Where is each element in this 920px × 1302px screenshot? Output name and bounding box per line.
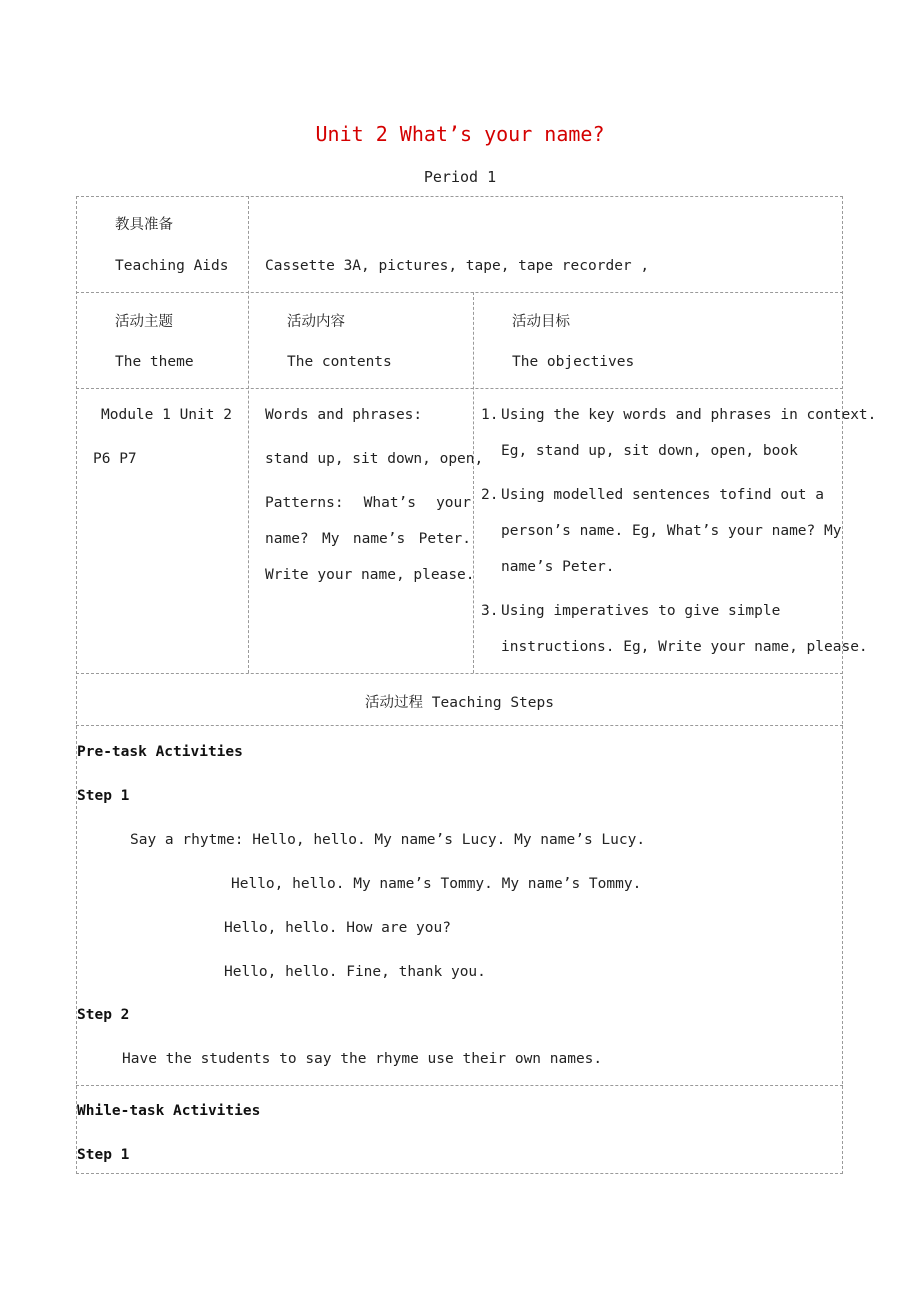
objective-line: Using imperatives to give simple: [501, 603, 781, 619]
period-label: Period 1: [423, 168, 497, 186]
table-divider: [76, 388, 843, 389]
theme-pages: P6 P7: [93, 451, 137, 467]
objective-line: Using the key words and phrases in context.: [501, 407, 877, 423]
lesson-table: [76, 196, 843, 1174]
objective-number: 1.: [481, 407, 499, 423]
teaching-steps-header: 活动过程 Teaching Steps: [365, 695, 554, 711]
rhyme-line: Say a rhytme: Hello, hello. My name’s Lucy. My name’s Lucy.: [130, 832, 646, 848]
document-title: Unit 2 What’s your name?: [315, 122, 605, 146]
table-divider: [76, 1085, 843, 1086]
objectives-header-en: The objectives: [512, 354, 635, 370]
contents-line: stand up, sit down, open,: [265, 451, 484, 467]
aids-value: Cassette 3A, pictures, tape, tape recorder ,: [265, 258, 650, 274]
objective-line: Using modelled sentences tofind out a: [501, 487, 825, 503]
table-divider: [76, 725, 843, 726]
contents-header-en: The contents: [287, 354, 392, 370]
aids-label-en: Teaching Aids: [115, 258, 229, 274]
contents-line: Words and phrases:: [265, 407, 423, 423]
rhyme-line: Hello, hello. Fine, thank you.: [224, 964, 486, 980]
objective-number: 2.: [481, 487, 499, 503]
aids-label-zh: 教具准备: [115, 217, 173, 233]
objective-line: instructions. Eg, Write your name, please.: [501, 639, 868, 655]
column-divider: [248, 196, 249, 673]
objective-line: person’s name. Eg, What’s your name? My: [501, 523, 842, 539]
table-divider: [76, 292, 843, 293]
rhyme-line: Hello, hello. How are you?: [224, 920, 451, 936]
theme-header-en: The theme: [115, 354, 194, 370]
contents-line: name? My name’s Peter.: [265, 531, 471, 547]
objectives-header-zh: 活动目标: [512, 314, 570, 330]
column-divider: [473, 292, 474, 673]
objective-line: Eg, stand up, sit down, open, book: [501, 443, 798, 459]
pretask-step2-text: Have the students to say the rhyme use their own names.: [122, 1051, 603, 1067]
objective-number: 3.: [481, 603, 499, 619]
rhyme-line: Hello, hello. My name’s Tommy. My name’s Tommy.: [231, 876, 642, 892]
contents-line: Write your name, please.: [265, 567, 475, 583]
theme-header-zh: 活动主题: [115, 314, 173, 330]
objective-line: name’s Peter.: [501, 559, 615, 575]
pretask-step1-label: Step 1: [77, 788, 130, 804]
whiletask-step1-label: Step 1: [77, 1147, 130, 1163]
contents-line: Patterns: What’s your: [265, 495, 471, 511]
theme-module: Module 1 Unit 2: [101, 407, 232, 423]
contents-header-zh: 活动内容: [287, 314, 345, 330]
table-divider: [76, 673, 843, 674]
pretask-step2-label: Step 2: [77, 1007, 130, 1023]
whiletask-heading: While-task Activities: [77, 1103, 261, 1119]
pretask-heading: Pre-task Activities: [77, 744, 243, 760]
